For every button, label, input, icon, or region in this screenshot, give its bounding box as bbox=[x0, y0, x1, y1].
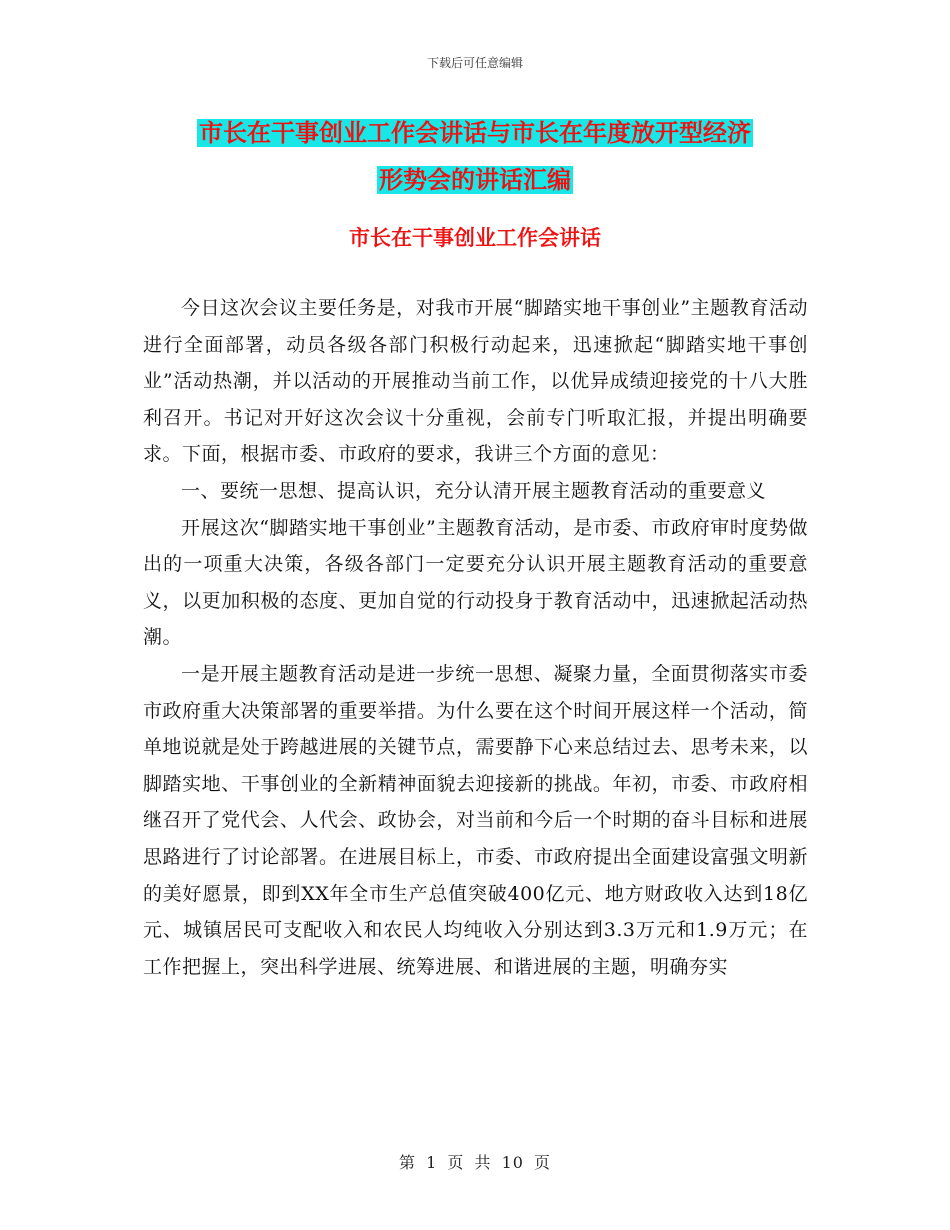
paragraph-significance: 开展这次“脚踏实地干事创业”主题教育活动，是市委、市政府审时度势做出的一项重大决策，各级各部门一定要充分认识开展主题教育活动的重要意义，以更加积极的态度、更加自觉的行动投身于教育活动中，迅速掀起活动热潮。 bbox=[143, 516, 808, 649]
body-text bbox=[143, 290, 808, 985]
header-note: 下载后可任意编辑 bbox=[426, 56, 523, 70]
footer-current-page: 1 bbox=[426, 1153, 438, 1172]
document-title-line-2-text: 形势会的讲话汇编 bbox=[379, 166, 571, 194]
document-title-line-1-text: 市长在干事创业工作会讲话与市长在年度放开型经济 bbox=[199, 119, 751, 147]
document-title bbox=[0, 110, 950, 204]
document-title-line-1 bbox=[0, 110, 950, 157]
section-title: 市长在干事创业工作会讲话 bbox=[349, 226, 601, 250]
footer-page-word: 页 bbox=[447, 1153, 465, 1172]
footer-total-word: 共 bbox=[474, 1153, 492, 1172]
document-title-line-2 bbox=[0, 157, 950, 204]
page-footer bbox=[0, 1150, 950, 1173]
paragraph-intro: 今日这次会议主要任务是，对我市开展“脚踏实地干事创业”主题教育活动进行全面部署，动员各级各部门积极行动起来，迅速掀起“脚踏实地干事创业”活动热潮，并以活动的开展推动当前工作，以优异成绩迎接党的十八大胜利召开。书记对开好这次会议十分重视，会前专门听取汇报，并提出明确要求。下面，根据市委、市政府的要求，我讲三个方面的意见： bbox=[143, 297, 808, 466]
footer-total-pages: 10 bbox=[501, 1153, 524, 1172]
paragraph-heading-one: 一、要统一思想、提高认识，充分认清开展主题教育活动的重要意义 bbox=[181, 479, 767, 502]
footer-prefix: 第 bbox=[398, 1153, 416, 1172]
paragraph-point-one: 一是开展主题教育活动是进一步统一思想、凝聚力量，全面贯彻落实市委市政府重大决策部署的重要举措。为什么要在这个时间开展这样一个活动，简单地说就是处于跨越进展的关键节点，需要静下心来总结过去、思考未来，以脚踏实地、干事创业的全新精神面貌去迎接新的挑战。年初，市委、市政府相继召开了党代会、人代会、政协会，对当前和今后一个时期的奋斗目标和进展思路进行了讨论部署。在进展目标上，市委、市政府提出全面建设富强文明新的美好愿景，即到XX年全市生产总值突破400亿元、地方财政收入达到18亿元、城镇居民可支配收入和农民人均纯收入分别达到3.3万元和1.9万元；在工作把握上，突出科学进展、统筹进展、和谐进展的主题，明确夯实 bbox=[143, 662, 808, 978]
footer-suffix: 页 bbox=[534, 1153, 552, 1172]
